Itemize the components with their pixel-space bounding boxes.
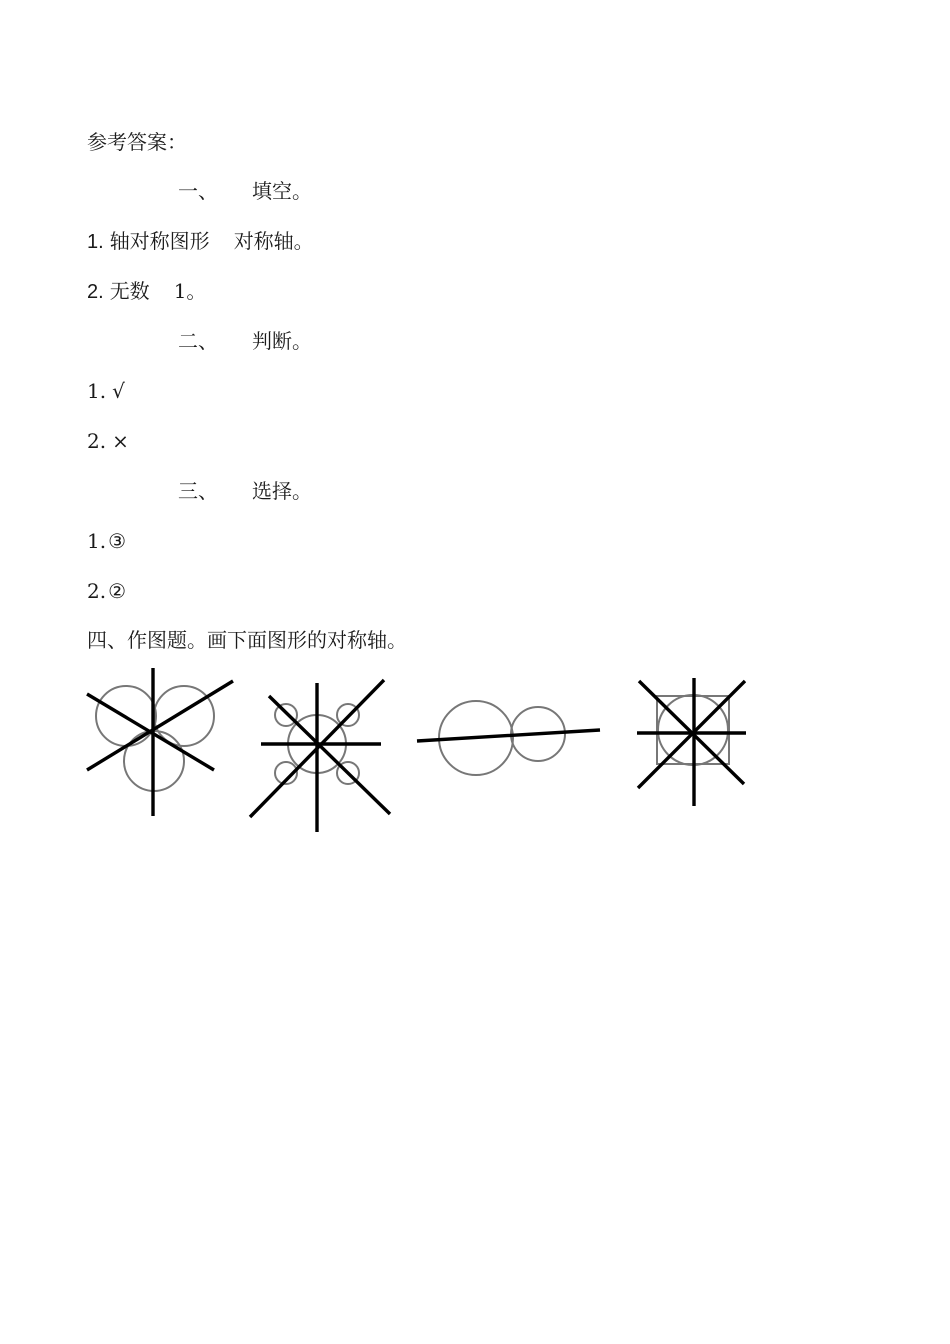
figure-circle-with-four-small-circles	[250, 680, 390, 832]
section1-heading	[178, 179, 312, 203]
figure-circle-in-square	[637, 678, 746, 806]
item-index: 2.	[87, 429, 107, 453]
item-index: 2.	[87, 579, 107, 603]
cross-mark: ×	[112, 429, 129, 453]
answer-part-b: 对称轴。	[233, 229, 314, 253]
section1-label: 填空。	[252, 179, 312, 203]
section3-heading	[178, 479, 312, 503]
trefoil-circle-right	[154, 686, 214, 746]
answer-part-a: 无数	[109, 279, 150, 303]
section2-number: 二、	[178, 329, 218, 353]
choice-answer: ③	[108, 529, 127, 553]
figure-trefoil	[87, 668, 233, 816]
symmetry-axis-diagonal-a	[269, 696, 390, 814]
section3-label: 选择。	[252, 479, 312, 503]
section2-label: 判断。	[252, 329, 312, 353]
item-index: 1.	[87, 231, 104, 253]
answer-key-title: 参考答案：	[87, 130, 187, 154]
symmetry-axis-horizontal	[417, 730, 600, 741]
figure-two-circles	[417, 701, 600, 775]
item-index: 2.	[87, 281, 104, 303]
check-mark: √	[112, 379, 125, 403]
section2-heading	[178, 329, 312, 353]
section3-item-1	[87, 529, 126, 553]
answer-part-a: 轴对称图形	[109, 229, 210, 253]
symmetry-figures-svg	[86, 664, 746, 836]
symmetry-axis-diagonal-b	[87, 681, 233, 770]
item-index: 1.	[87, 379, 107, 403]
symmetry-figures	[86, 664, 746, 836]
item-index: 1.	[87, 529, 107, 553]
section1-item-1	[87, 229, 314, 254]
choice-answer: ②	[108, 579, 127, 603]
section2-item-2	[87, 429, 129, 453]
section1-item-2	[87, 279, 206, 304]
answer-part-b: 1。	[173, 279, 207, 303]
section3-number: 三、	[178, 479, 218, 503]
section3-item-2	[87, 579, 126, 603]
section4-heading: 四、作图题。画下面图形的对称轴。	[87, 628, 407, 652]
section1-number: 一、	[178, 179, 218, 203]
section2-item-1	[87, 379, 125, 403]
